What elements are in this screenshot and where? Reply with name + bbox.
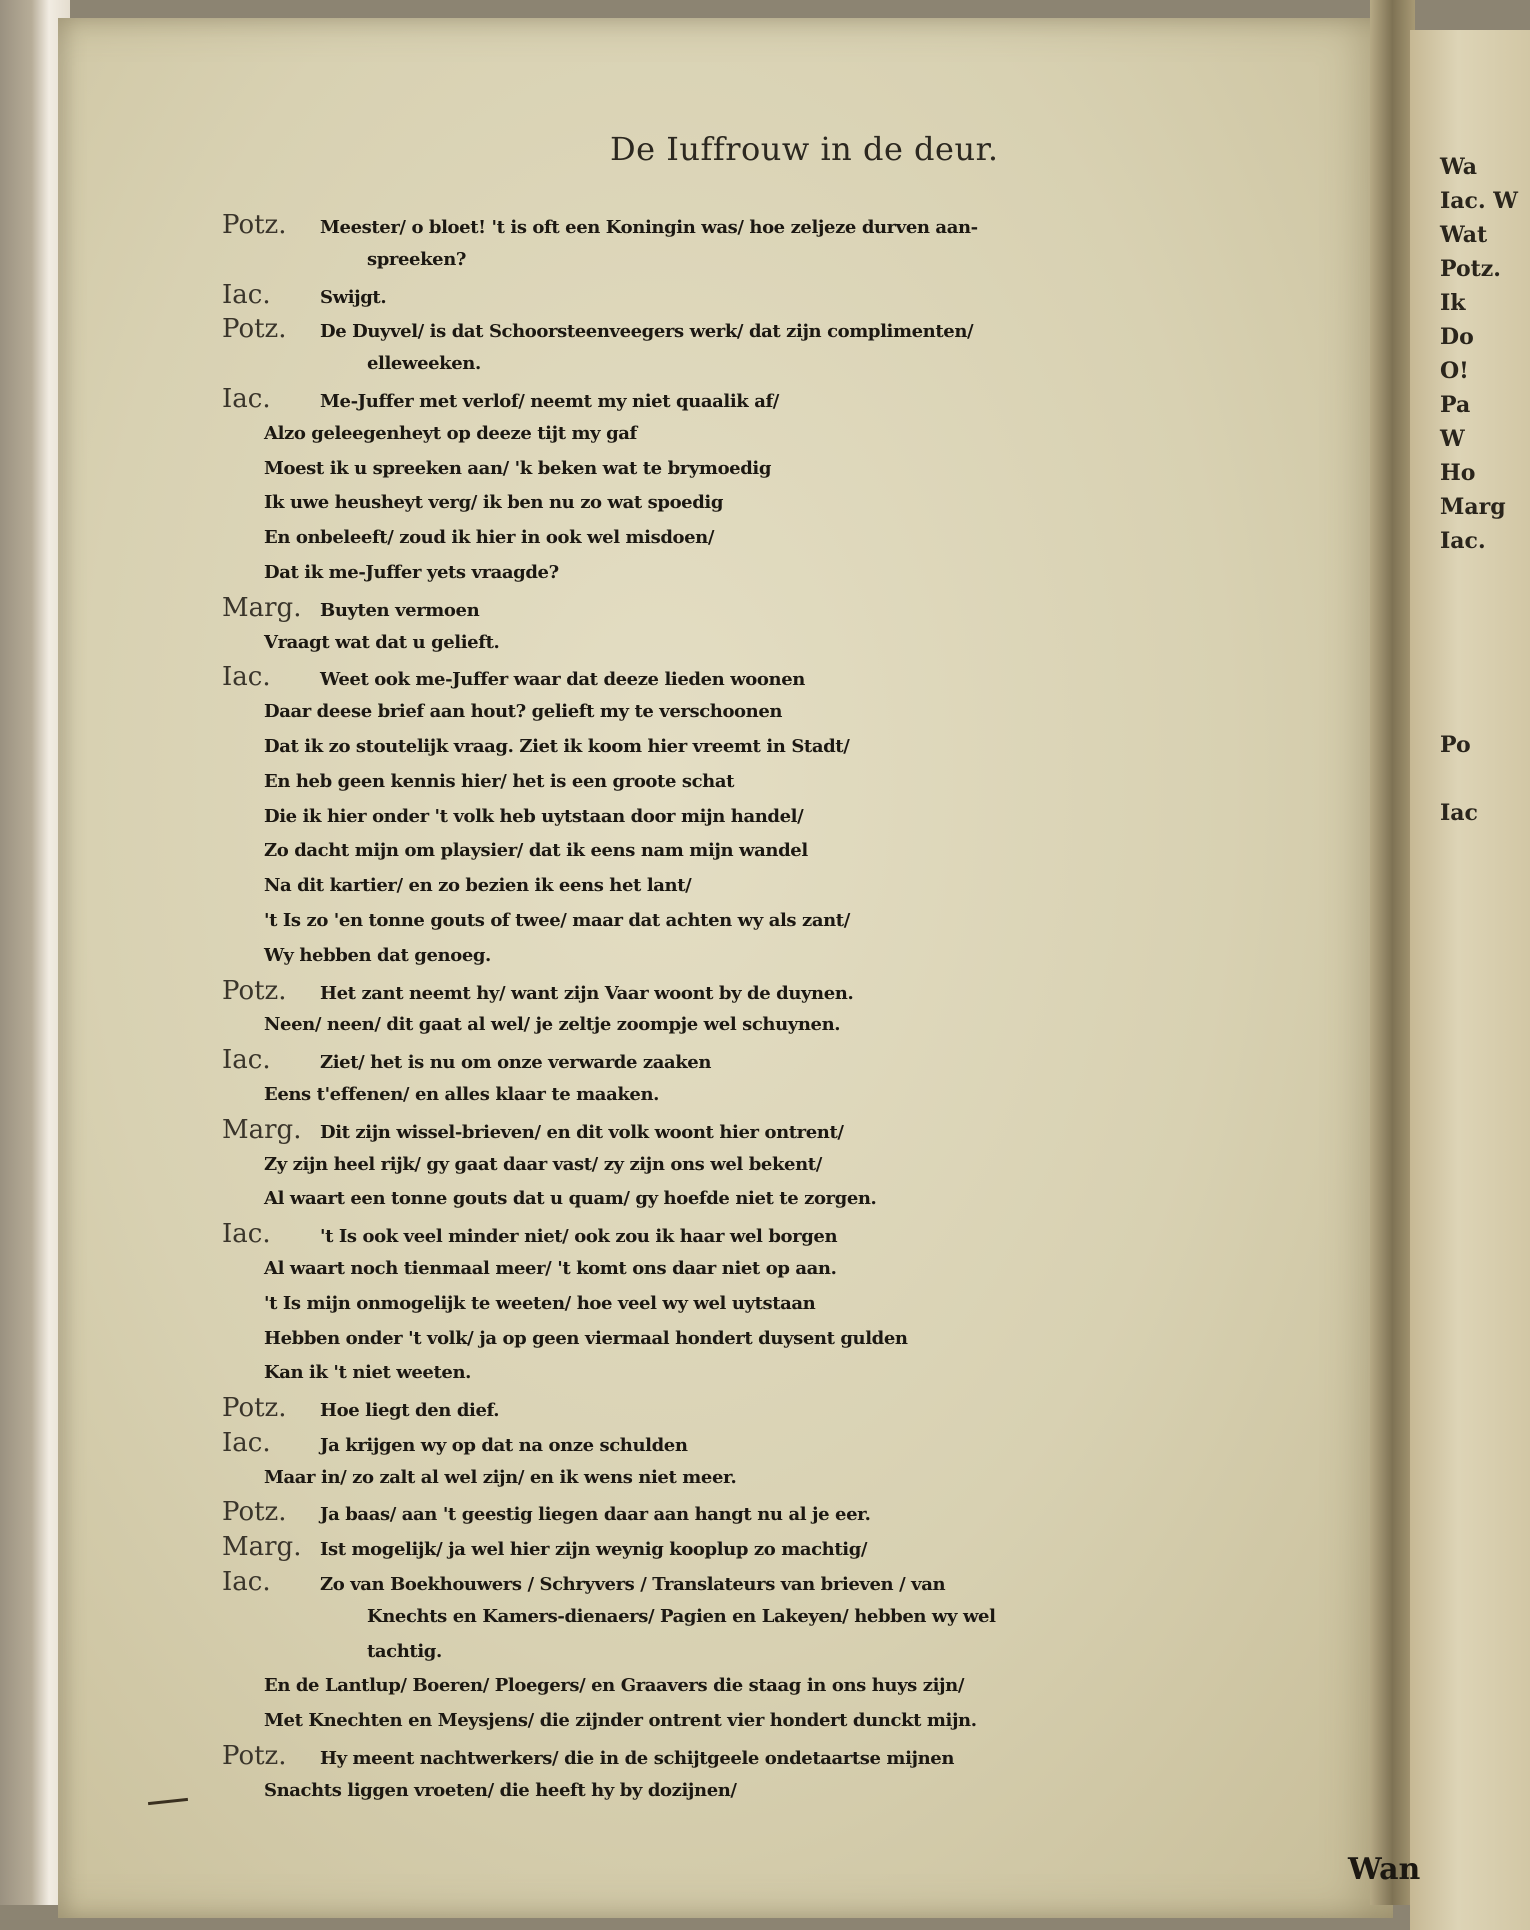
verse-text: Wy hebben dat genoeg.: [264, 944, 491, 966]
facing-page-fragment: Iac: [1440, 800, 1478, 826]
verse-text: Zo dacht mijn om playsier/ dat ik eens nam mijn wandel: [264, 840, 808, 862]
verse-text: Zy zijn heel rijk/ gy gaat daar vast/ zy zijn ons wel bekent/: [264, 1153, 822, 1175]
verse-text: En de Lantlup/ Boeren/ Ploegers/ en Graavers die staag in ons huys zijn/: [264, 1675, 965, 1697]
verse-text: Ik uwe heusheyt verg/ ik ben nu zo wat spoedig: [264, 492, 724, 514]
text-line: [222, 834, 1432, 869]
text-line: [222, 278, 1432, 313]
verse-text: En onbeleeft/ zoud ik hier in ook wel misdoen/: [264, 527, 715, 549]
speaker-label: Potz.: [222, 1393, 287, 1424]
facing-page-fragment: Iac.: [1440, 528, 1486, 554]
verse-text: Hebben onder 't volk/ ja op geen viermaal hondert duysent gulden: [264, 1327, 908, 1349]
text-line: [222, 1113, 1432, 1148]
speaker-label: Marg.: [222, 592, 302, 623]
verse-text: Moest ik u spreeken aan/ 'k beken wat te brymoedig: [264, 457, 772, 479]
text-line: [222, 800, 1432, 835]
facing-page-fragment: Wat: [1440, 222, 1488, 248]
verse-text: Knechts en Kamers-dienaers/ Pagien en Lakeyen/ hebben wy wel: [367, 1605, 996, 1627]
text-line: [222, 243, 1432, 278]
speaker-label: Iac.: [222, 1219, 271, 1250]
text-line: [222, 1391, 1432, 1426]
verse-text: tachtig.: [367, 1640, 442, 1662]
text-line: [222, 1495, 1432, 1530]
text-line: [222, 1287, 1432, 1322]
text-line: [222, 1704, 1432, 1739]
text-line: [222, 452, 1432, 487]
verse-text: Ja krijgen wy op dat na onze schulden: [320, 1434, 688, 1456]
facing-page-fragment: Ho: [1440, 460, 1476, 486]
text-line: [222, 312, 1432, 347]
running-head: De Iuffrouw in de deur.: [610, 130, 999, 168]
speaker-label: Iac.: [222, 662, 271, 693]
verse-text: Swijgt.: [320, 286, 387, 308]
verse-text: Kan ik 't niet weeten.: [264, 1362, 472, 1384]
verse-text: Maar in/ zo zalt al wel zijn/ en ik wens niet meer.: [264, 1466, 737, 1488]
text-line: [222, 591, 1432, 626]
text-line: [222, 695, 1432, 730]
verse-text: 't Is zo 'en tonne gouts of twee/ maar dat achten wy als zant/: [264, 909, 850, 931]
text-line: [222, 1739, 1432, 1774]
text-line: [222, 1008, 1432, 1043]
facing-page-fragment: O!: [1440, 358, 1469, 384]
speaker-label: Potz.: [222, 314, 287, 345]
verse-text: Alzo geleegenheyt op deeze tijt my gaf: [264, 422, 637, 444]
text-line: [222, 382, 1432, 417]
facing-page-fragment: Marg: [1440, 494, 1506, 520]
facing-page-fragment: [1440, 626, 1510, 660]
verse-text: Die ik hier onder 't volk heb uytstaan door mijn handel/: [264, 805, 804, 827]
speaker-label: Marg.: [222, 1114, 302, 1145]
facing-page-fragment: Pa: [1440, 392, 1471, 418]
verse-text: Hoe liegt den dief.: [320, 1400, 500, 1422]
facing-page-fragment: Iac. W: [1440, 188, 1518, 214]
text-line: [222, 486, 1432, 521]
facing-page-fragments: [1440, 150, 1518, 830]
verse-text: Hy meent nachtwerkers/ die in de schijtgeele ondetaartse mijnen: [320, 1748, 955, 1770]
text-line: [222, 1356, 1432, 1391]
facing-page-fragment: Potz.: [1440, 256, 1501, 282]
text-line: [222, 904, 1432, 939]
text-line: [222, 869, 1432, 904]
text-line: [222, 1600, 1432, 1635]
text-line: [222, 1217, 1432, 1252]
verse-text: Me-Juffer met verlof/ neemt my niet quaalik af/: [320, 390, 779, 412]
text-line: [222, 521, 1432, 556]
text-line: [222, 939, 1432, 974]
text-line: [222, 347, 1432, 382]
text-line: [222, 1669, 1432, 1704]
verse-text: Meester/ o bloet! 't is oft een Koningin was/ hoe zeljeze durven aan-: [320, 217, 978, 238]
text-line: [222, 556, 1432, 591]
text-line: [222, 765, 1432, 800]
text-line: [222, 1461, 1432, 1496]
facing-page-fragment: Do: [1440, 324, 1474, 350]
verse-text: De Duyvel/ is dat Schoorsteenveegers werk/ dat zijn complimenten/: [320, 321, 974, 343]
verse-text: Dat ik me-Juffer yets vraagde?: [264, 561, 559, 583]
speaker-label: Iac.: [222, 1427, 271, 1458]
verse-text: spreeken?: [367, 248, 467, 270]
text-line: [222, 626, 1432, 661]
text-line: [222, 1774, 1432, 1809]
text-line: [222, 660, 1432, 695]
verse-text: Ja baas/ aan 't geestig liegen daar aan hangt nu al je eer.: [320, 1504, 871, 1526]
verse-text: Het zant neemt hy/ want zijn Vaar woont by de duynen.: [320, 982, 854, 1004]
text-line: [222, 1043, 1432, 1078]
text-line: [222, 208, 1432, 243]
facing-page-fragment: [1440, 660, 1510, 694]
speaker-label: Iac.: [222, 279, 271, 310]
facing-page-fragment: [1440, 592, 1510, 626]
verse-text: 't Is ook veel minder niet/ ook zou ik haar wel borgen: [320, 1226, 838, 1248]
verse-text: elleweeken.: [367, 353, 481, 375]
verse-text: Eens t'effenen/ en alles klaar te maaken.: [264, 1083, 660, 1105]
text-line: [222, 1252, 1432, 1287]
speaker-label: Iac.: [222, 383, 271, 414]
facing-page-fragment: [1440, 762, 1510, 796]
text-line: [222, 1322, 1432, 1357]
verse-text: Al waart noch tienmaal meer/ 't komt ons daar niet op aan.: [264, 1257, 837, 1279]
verse-text: Daar deese brief aan hout? gelieft my te verschoonen: [264, 701, 783, 723]
catchword: Wan: [1348, 1852, 1421, 1887]
verse-text: Al waart een tonne gouts dat u quam/ gy hoefde niet te zorgen.: [264, 1188, 877, 1210]
speaker-label: Potz.: [222, 1741, 287, 1772]
verse-text: Na dit kartier/ en zo bezien ik eens het lant/: [264, 875, 692, 897]
verse-text: Buyten vermoen: [320, 599, 480, 621]
text-line: [222, 730, 1432, 765]
verse-text: Weet ook me-Juffer waar dat deeze lieden woonen: [320, 669, 805, 691]
text-line: [222, 1635, 1432, 1670]
text-line: [222, 1426, 1432, 1461]
verse-text: Ist mogelijk/ ja wel hier zijn weynig kooplup zo machtig/: [320, 1539, 868, 1561]
verse-text: Snachts liggen vroeten/ die heeft hy by dozijnen/: [264, 1779, 737, 1801]
facing-page-fragment: [1440, 694, 1510, 728]
text-line: [222, 1182, 1432, 1217]
verse-text: Zo van Boekhouwers / Schryvers / Translateurs van brieven / van: [320, 1574, 946, 1596]
speaker-label: Potz.: [222, 210, 287, 240]
facing-page-fragment: [1440, 558, 1510, 592]
verse-text: Vraagt wat dat u gelieft.: [264, 631, 500, 653]
speaker-label: Potz.: [222, 1497, 287, 1528]
text-line: [222, 1148, 1432, 1183]
speaker-label: Potz.: [222, 975, 287, 1006]
speaker-label: Iac.: [222, 1045, 271, 1076]
verse-text: 't Is mijn onmogelijk te weeten/ hoe veel wy wel uytstaan: [264, 1292, 816, 1314]
verse-text: Dit zijn wissel-brieven/ en dit volk woont hier ontrent/: [320, 1121, 844, 1143]
facing-page-fragment: W: [1440, 426, 1465, 452]
verse-text: Ziet/ het is nu om onze verwarde zaaken: [320, 1052, 712, 1074]
verse-text: Dat ik zo stoutelijk vraag. Ziet ik koom hier vreemt in Stadt/: [264, 735, 850, 757]
facing-page-fragment: Wa: [1440, 154, 1478, 180]
text-line: [222, 1530, 1432, 1565]
verse-text: Neen/ neen/ dit gaat al wel/ je zeltje zoompje wel schuynen.: [264, 1014, 841, 1036]
speaker-label: Marg.: [222, 1532, 302, 1563]
verse-text: Met Knechten en Meysjens/ die zijnder ontrent vier hondert dunckt mijn.: [264, 1710, 977, 1732]
text-line: [222, 1565, 1432, 1600]
text-line: [222, 1078, 1432, 1113]
facing-page-fragment: Po: [1440, 732, 1471, 758]
facing-page-fragment: Ik: [1440, 290, 1466, 316]
verse-text: En heb geen kennis hier/ het is een groote schat: [264, 770, 735, 792]
speaker-label: Iac.: [222, 1567, 271, 1598]
text-line: [222, 417, 1432, 452]
play-text: [222, 208, 1432, 1809]
text-line: [222, 974, 1432, 1009]
